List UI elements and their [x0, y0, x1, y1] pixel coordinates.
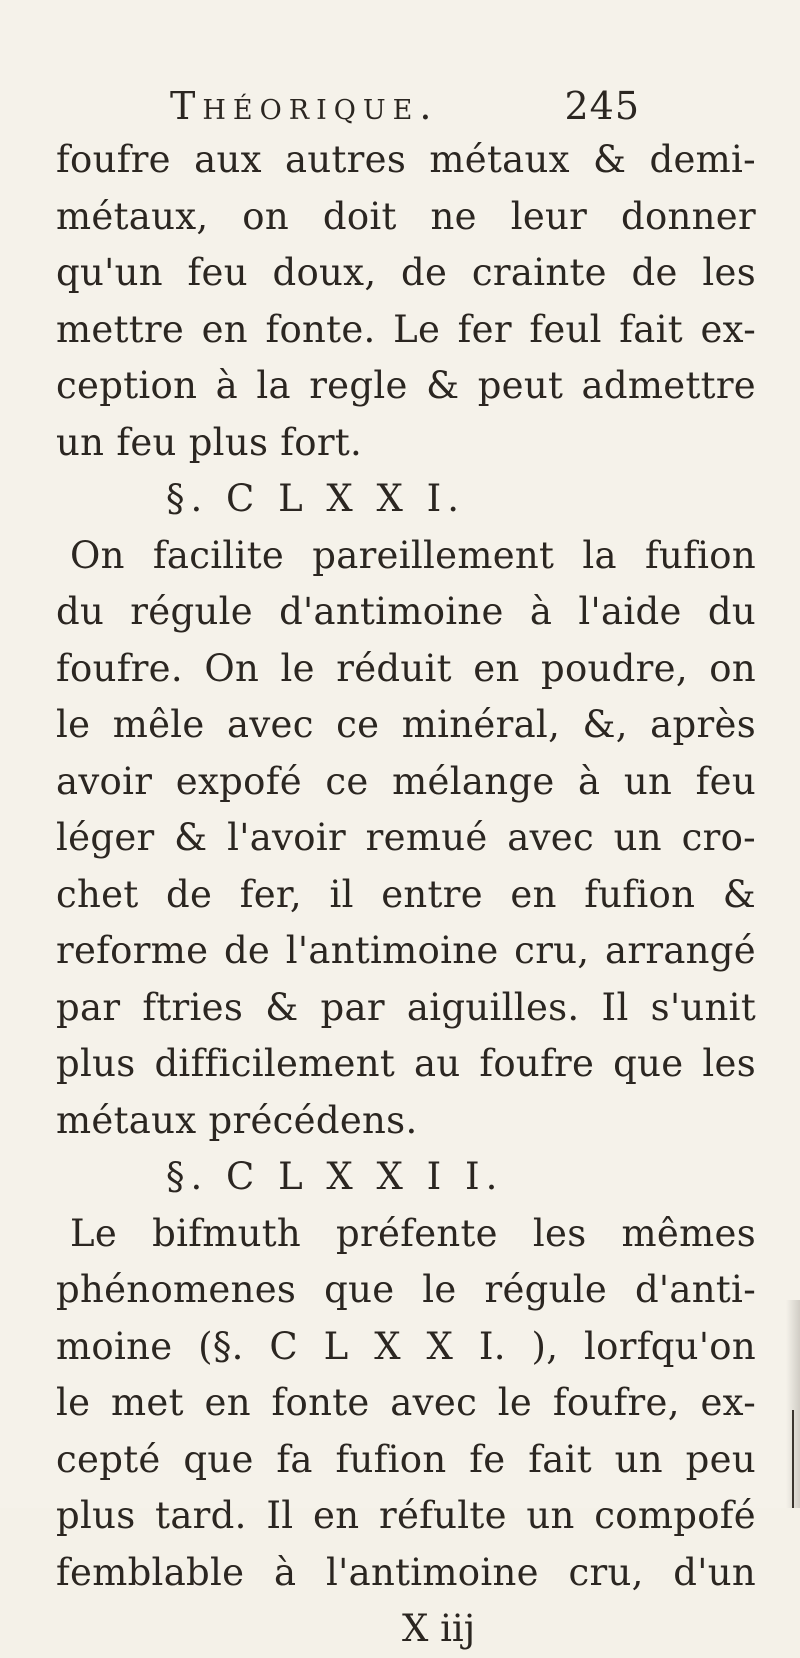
running-title: Théorique. — [170, 84, 439, 128]
text-line: un feu plus fort. — [56, 420, 363, 464]
text-line: mettre en fonte. Le fer feul fait ex- — [56, 307, 756, 351]
text-line: foufre aux autres métaux & demi- — [56, 138, 756, 181]
text-line: léger & l'avoir remué avec un cro- — [56, 816, 756, 859]
text-line: plus difficilement au foufre que les — [56, 1042, 756, 1085]
text-line: cepté que fa fufion fe fait un peu — [56, 1437, 756, 1481]
text-line: On facilite pareillement la fufion — [70, 533, 756, 577]
text-line: métaux précédens. — [56, 1098, 418, 1142]
page-number: 245 — [564, 84, 640, 128]
running-head — [170, 84, 640, 136]
text-line: ception à la regle & peut admettre — [56, 364, 756, 407]
signature-mark: X iij — [402, 1607, 476, 1650]
text-line: par ftries & par aiguilles. Il s'unit — [56, 985, 756, 1029]
text-line: le met en fonte avec le foufre, ex- — [56, 1381, 756, 1424]
text-line: métaux, on doit ne leur donner — [56, 194, 756, 238]
text-line: chet de fer, il entre en fufion & — [56, 872, 756, 916]
section-heading: §. C L X X I I. — [166, 1155, 504, 1198]
text-line: avoir expofé ce mélange à un feu — [56, 759, 756, 803]
text-line: du régule d'antimoine à l'aide du — [56, 590, 756, 633]
text-block — [56, 132, 756, 1658]
text-line: Le bifmuth préfente les mêmes — [70, 1211, 756, 1255]
text-line: qu'un feu doux, de crainte de les — [56, 251, 756, 294]
text-line: reforme de l'antimoine cru, arrangé — [56, 929, 756, 972]
page-edge-line — [792, 1410, 794, 1508]
text-line: plus tard. Il en réfulte un compofé — [56, 1494, 756, 1537]
text-line: le mêle avec ce minéral, &, après — [56, 703, 756, 746]
text-line: moine (§. C L X X I. ), lorfqu'on — [56, 1324, 756, 1368]
text-line: foufre. On le réduit en poudre, on — [56, 646, 756, 690]
text-line: phénomenes que le régule d'anti- — [56, 1268, 756, 1311]
text-line: femblable à l'antimoine cru, d'un — [56, 1550, 756, 1594]
section-heading: §. C L X X I. — [166, 477, 466, 520]
